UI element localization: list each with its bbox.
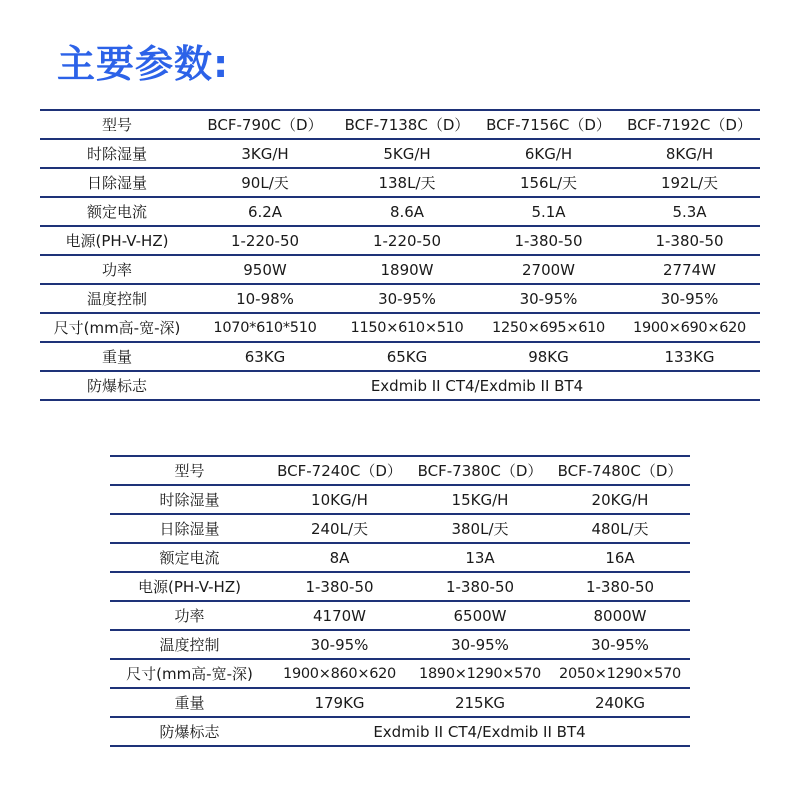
value-cell: 240L/天 — [269, 514, 410, 543]
table-row — [110, 514, 690, 543]
model-cell: BCF-7380C（D） — [410, 456, 550, 485]
value-cell: 65KG — [336, 342, 478, 371]
value-cell: 480L/天 — [550, 514, 690, 543]
value-cell: 1890×1290×570 — [410, 659, 550, 688]
value-cell: 1-380-50 — [550, 572, 690, 601]
explosion-proof-value: Exdmib II CT4/Exdmib II BT4 — [269, 717, 690, 746]
value-cell: 1-380-50 — [410, 572, 550, 601]
value-cell: 380L/天 — [410, 514, 550, 543]
row-label: 时除湿量 — [110, 485, 269, 514]
value-cell: 8000W — [550, 601, 690, 630]
value-cell: 30-95% — [619, 284, 760, 313]
value-cell: 10-98% — [194, 284, 336, 313]
value-cell: 30-95% — [478, 284, 619, 313]
row-label: 功率 — [40, 255, 194, 284]
row-label: 尺寸(mm高-宽-深) — [110, 659, 269, 688]
value-cell: 5KG/H — [336, 139, 478, 168]
model-cell: BCF-790C（D） — [194, 110, 336, 139]
table-row — [110, 688, 690, 717]
table-row — [40, 313, 760, 342]
row-label: 重量 — [110, 688, 269, 717]
row-label: 额定电流 — [110, 543, 269, 572]
row-label: 型号 — [110, 456, 269, 485]
page-title: 主要参数: — [57, 42, 230, 86]
table-row — [110, 717, 690, 746]
spec-table-2 — [110, 455, 690, 747]
value-cell: 30-95% — [410, 630, 550, 659]
row-label: 时除湿量 — [40, 139, 194, 168]
value-cell: 138L/天 — [336, 168, 478, 197]
value-cell: 63KG — [194, 342, 336, 371]
row-label: 重量 — [40, 342, 194, 371]
value-cell: 90L/天 — [194, 168, 336, 197]
row-label: 电源(PH-V-HZ) — [110, 572, 269, 601]
row-label: 尺寸(mm高-宽-深) — [40, 313, 194, 342]
value-cell: 215KG — [410, 688, 550, 717]
value-cell: 30-95% — [336, 284, 478, 313]
value-cell: 10KG/H — [269, 485, 410, 514]
value-cell: 1900×860×620 — [269, 659, 410, 688]
row-label: 功率 — [110, 601, 269, 630]
value-cell: 2700W — [478, 255, 619, 284]
table-row — [40, 342, 760, 371]
row-label: 额定电流 — [40, 197, 194, 226]
value-cell: 192L/天 — [619, 168, 760, 197]
table-row — [40, 168, 760, 197]
table-row — [110, 543, 690, 572]
value-cell: 6.2A — [194, 197, 336, 226]
header-row — [40, 110, 760, 139]
value-cell: 1-220-50 — [194, 226, 336, 255]
value-cell: 1-380-50 — [269, 572, 410, 601]
value-cell: 30-95% — [269, 630, 410, 659]
value-cell: 1-380-50 — [619, 226, 760, 255]
value-cell: 950W — [194, 255, 336, 284]
value-cell: 240KG — [550, 688, 690, 717]
row-label: 型号 — [40, 110, 194, 139]
table-row — [110, 601, 690, 630]
value-cell: 1-220-50 — [336, 226, 478, 255]
value-cell: 133KG — [619, 342, 760, 371]
model-cell: BCF-7156C（D） — [478, 110, 619, 139]
value-cell: 30-95% — [550, 630, 690, 659]
value-cell: 4170W — [269, 601, 410, 630]
value-cell: 1900×690×620 — [619, 313, 760, 342]
value-cell: 3KG/H — [194, 139, 336, 168]
spec-table-2-body — [110, 456, 690, 746]
table-row — [40, 226, 760, 255]
value-cell: 6KG/H — [478, 139, 619, 168]
value-cell: 2050×1290×570 — [550, 659, 690, 688]
value-cell: 179KG — [269, 688, 410, 717]
row-label: 温度控制 — [110, 630, 269, 659]
table-row — [40, 371, 760, 400]
model-cell: BCF-7192C（D） — [619, 110, 760, 139]
value-cell: 1250×695×610 — [478, 313, 619, 342]
table-row — [40, 255, 760, 284]
table-row — [40, 284, 760, 313]
row-label: 日除湿量 — [110, 514, 269, 543]
value-cell: 156L/天 — [478, 168, 619, 197]
row-label: 防爆标志 — [110, 717, 269, 746]
explosion-proof-value: Exdmib II CT4/Exdmib II BT4 — [194, 371, 760, 400]
value-cell: 98KG — [478, 342, 619, 371]
row-label: 温度控制 — [40, 284, 194, 313]
value-cell: 1-380-50 — [478, 226, 619, 255]
table-row — [40, 139, 760, 168]
table-row — [40, 197, 760, 226]
model-cell: BCF-7240C（D） — [269, 456, 410, 485]
value-cell: 1070*610*510 — [194, 313, 336, 342]
value-cell: 15KG/H — [410, 485, 550, 514]
row-label: 防爆标志 — [40, 371, 194, 400]
spec-table-1-body — [40, 110, 760, 400]
table-row — [110, 630, 690, 659]
value-cell: 5.1A — [478, 197, 619, 226]
model-cell: BCF-7480C（D） — [550, 456, 690, 485]
row-label: 日除湿量 — [40, 168, 194, 197]
value-cell: 13A — [410, 543, 550, 572]
table-row — [110, 572, 690, 601]
value-cell: 2774W — [619, 255, 760, 284]
value-cell: 20KG/H — [550, 485, 690, 514]
value-cell: 8KG/H — [619, 139, 760, 168]
value-cell: 5.3A — [619, 197, 760, 226]
value-cell: 8A — [269, 543, 410, 572]
row-label: 电源(PH-V-HZ) — [40, 226, 194, 255]
value-cell: 1890W — [336, 255, 478, 284]
table-row — [110, 659, 690, 688]
value-cell: 8.6A — [336, 197, 478, 226]
header-row — [110, 456, 690, 485]
value-cell: 16A — [550, 543, 690, 572]
spec-table-1 — [40, 109, 760, 401]
table-row — [110, 485, 690, 514]
value-cell: 6500W — [410, 601, 550, 630]
model-cell: BCF-7138C（D） — [336, 110, 478, 139]
value-cell: 1150×610×510 — [336, 313, 478, 342]
